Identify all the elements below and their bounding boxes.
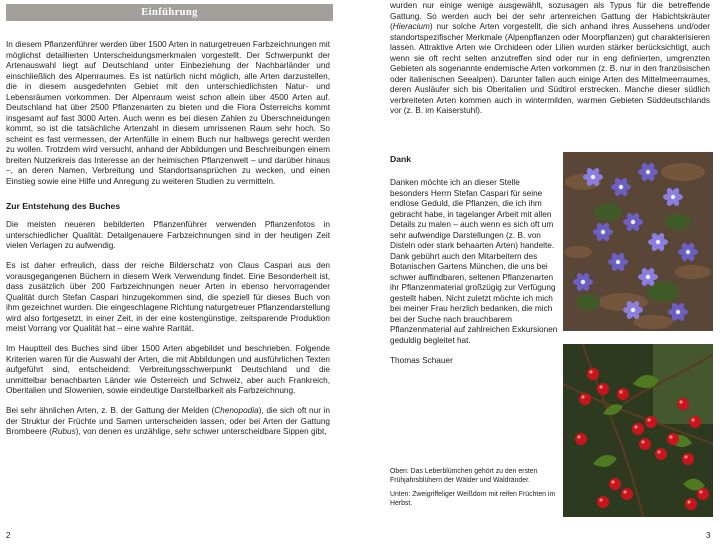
hawthorn-berry (645, 416, 657, 428)
genus-hieracium: Hieracium (392, 22, 430, 31)
section-paragraph-1: Die meisten neueren bebilderten Pflanzenführer verwenden Pflanzenfotos in unterschiedlicher Qualität. Detailgenauere Farbzeichnungen sind in der heutigen Zeit vielen Verlagen zu aufwendig. (6, 220, 330, 250)
continuation-paragraph: wurden nur einige wenige ausgewählt, sozusagen als Typus für die betreffende Gattung. So werden auch bei der sehr artenreichen Gattung der Habichtskräuter (Hieracium) nur solche Arten vorgestellt, die sich anhand ihres Aussehens und/oder standortspezifischer Merkmale (Alpenpflanzen oder Moorpflanzen) gut charakterisieren lassen. Attraktive Arten wie Orchideen oder Lilien wurden stärker berücksichtigt, auch wenn sie oft recht selten anzutreffen sind oder nur in eng definierten, umgrenzten Gebieten als sogenannte endemische Arten vorkommen (z. B. nur in den französischen oder italienischen Seealpen). Darunter fallen auch einige Arten des Mittelmeerraumes, deren Ausläufer sich bis Oberitalien und Südtirol erstrecken. Manche dieser südlich verbreiteten Arten kommen auch in wintermilden, warmen Gebieten Süddeutschlands vor (z. B. im Kaiserstuhl). (390, 1, 710, 115)
hawthorn-berry (639, 438, 651, 450)
intro-paragraph: In diesem Pflanzenführer werden über 1500 Arten in naturgetreuen Farbzeichnungen mit möglichst detaillierten Unterscheidungsmerkmalen vorgestellt. Der Schwerpunkt der Artenauswahl liegt auf Deutschland unter Einbeziehung der Nachbarländer und einschließlich des Alpenraumes. Es ist natürlich nicht möglich, alle Arten darzustellen, die in diesem ausgedehnten Gebiet mit den unterschiedlichsten Natur- und Lebensräumen vorkommen. Der Alpenraum weist schon allein über 4500 Arten auf. Deutschland hat über 2500 Pflanzenarten zu bieten und die Flora Österreichs kommt insgesamt auf fast 3000 Arten. Auch wenn es bei diesen Zahlen zu Überschneidungen kommt, so ist die tatsächliche Artenzahl in diesem umrissenen Raum sehr hoch. So scheint es fast vermessen, der Artenfülle in einem Buch nur halbwegs gerecht werden zu wollen. Trotzdem wird versucht, anhand der Abbildungen und Beschreibungen einem breiten Nutzerkreis das Interesse an der heimischen Pflanzenwelt – und darüber hinaus –, an deren Namen, Verbreitung und Standortsansprüchen zu wecken, und einen Einstieg sowie eine Hilfe und Anregung zu weiteren Studien zu vermitteln. (6, 40, 330, 186)
hawthorn-berry (609, 478, 621, 490)
right-page-continuation (390, 1, 710, 126)
hepatica-flowers-illustration (563, 152, 713, 331)
hawthorn-berry (667, 433, 679, 445)
caption-top: Oben: Das Leberblümchen gehört zu den ersten Frühjahrsblühern der Wälder und Waldränder. (390, 468, 538, 484)
caption-bottom: Unten: Zweigriffeliger Weißdorn mit reifen Früchten im Herbst. (390, 491, 556, 507)
hawthorn-berry (597, 496, 609, 508)
hawthorn-berry (689, 416, 701, 428)
hawthorn-berry (697, 488, 709, 500)
hawthorn-berry (685, 498, 697, 510)
hawthorn-berry (575, 433, 587, 445)
photo-captions (390, 467, 558, 513)
hawthorn-berry (597, 383, 609, 395)
dank-heading: Dank (390, 154, 412, 164)
hawthorn-berry (579, 393, 591, 405)
left-page-body (6, 40, 330, 447)
hawthorn-berry (682, 453, 694, 465)
hawthorn-berries-illustration (563, 344, 713, 517)
hawthorn-berry (632, 423, 644, 435)
hawthorn-berry (587, 368, 599, 380)
section-paragraph-3: Im Hauptteil des Buches sind über 1500 Arten abgebildet und beschrieben. Folgende Kriterien waren für die Auswahl der Arten, die mit Abbildungen und ausführlichen Texten aufgeführt sind, entscheidend: Verbreitungsschwerpunkt Deutschland und die unmittelbar benachbarten Länder wie Österreich und Schweiz, aber auch Frankreich, Oberitalien und Slowenien, sowie eindeutige Darstellbarkeit als Farbzeichnung. (6, 344, 330, 395)
author-signature: Thomas Schauer (390, 356, 453, 365)
hawthorn-berry (621, 488, 633, 500)
hepatica-photo (563, 152, 713, 331)
dank-paragraph: Danken möchte ich an dieser Stelle besonders Herrn Stefan Caspari für seine endlose Geduld, die Pflanzen, die ich ihm gebracht habe, in tagelanger Arbeit mit allen Details zu malen – auch wenn es sich oft um sehr aufwendige Darstellungen (z. B. von Disteln oder stark behaarten Arten) handelte. Dank gebührt auch den Mitarbeitern des Botanischen Gartens München, die uns bei schwer auffindbaren, seltenen Pflanzenarten ihr Pflanzenmaterial großzügig zur Verfügung gestellt haben. Nicht zuletzt möchte ich mich bei meiner Frau herzlich bedanken, die mich bei der Suche nach brauchbarem Pflanzenmaterial auf zahlreichen Exkursionen geduldig begleitet hat. (390, 178, 558, 345)
chapter-title: Einführung (141, 7, 198, 18)
hawthorn-photo (563, 344, 713, 517)
section-heading: Zur Entstehung des Buches (6, 201, 121, 211)
genus-rubus: Rubus (51, 427, 76, 436)
page-number-right: 3 (706, 531, 711, 540)
page-number-left: 2 (6, 531, 11, 540)
hawthorn-berry (617, 388, 629, 400)
hawthorn-berry (655, 448, 667, 460)
section-paragraph-4: Bei sehr ähnlichen Arten, z. B. der Gattung der Melden (Chenopodia), die sich oft nur in der Struktur der Früchte und Samen unterscheiden lassen, oder bei Arten der Gattung Brombeere (Rubus), von denen es unzählige, sehr schwer unterscheidbare Sippen gibt, (6, 406, 330, 436)
acknowledgements-block (390, 178, 558, 367)
genus-chenopodia: Chenopodia (214, 406, 259, 415)
hawthorn-berry (677, 398, 689, 410)
chapter-title-banner (6, 4, 333, 21)
section-paragraph-2: Es ist daher erfreulich, dass der reiche Bilderschatz von Claus Caspari aus den vorausgegangenen Büchern in diesem Werk Verwendung findet. Eine Besonderheit ist, dass zusätzlich über 200 Farbzeichnungen neuer Arten in ebenso hervorragender Qualität durch Stefan Caspari hinzugekommen sind, die speziell für dieses Buch von ihm gezeichnet wurden. Die eingeschlagene Richtung naturgetreuer Pflanzendarstellung wird also fortgesetzt, in einer Zeit, in der eine kostengünstige, zeitsparende Produktion meist Vorrang vor Qualität hat – eine wahre Rarität. (6, 261, 330, 333)
